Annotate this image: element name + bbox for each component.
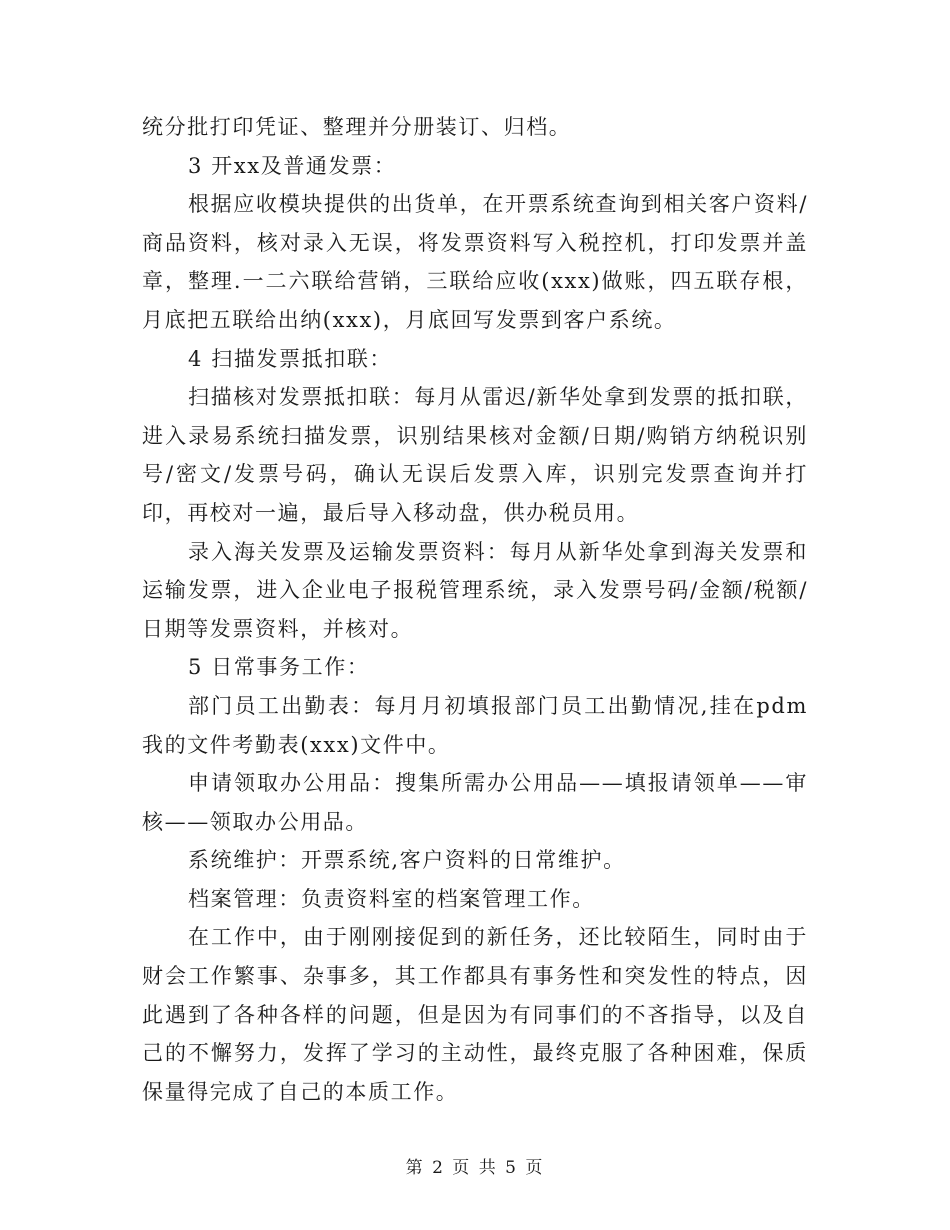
- paragraph-attendance: 部门员工出勤表：每月月初填报部门员工出勤情况,挂在pdm我的文件考勤表(xxx)文件中。: [142, 693, 808, 757]
- section-heading-4: 4 扫描发票抵扣联：: [188, 346, 393, 371]
- paragraph-supplies: 申请领取办公用品：搜集所需办公用品——填报请领单——审核——领取办公用品。: [142, 771, 808, 834]
- paragraph-archive: 档案管理：负责资料室的档案管理工作。: [188, 886, 595, 911]
- paragraph-maintenance: 系统维护：开票系统,客户资料的日常维护。: [188, 848, 626, 873]
- paragraph-invoice: 根据应收模块提供的出货单，在开票系统查询到相关客户资料/商品资料，核对录入无误，将发票资料写入税控机，打印发票并盖章，整理.一二六联给营销，三联给应收(xxx)做账，四五联存根，月底把五联给出纳(xxx)，月底回写发票到客户系统。: [142, 192, 808, 332]
- page-number-footer: 第 2 页 共 5 页: [405, 1158, 545, 1178]
- paragraph-scan: 扫描核对发票抵扣联：每月从雷迟/新华处拿到发票的抵扣联，进入录易系统扫描发票，识别结果核对金额/日期/购销方纳税识别号/密文/发票号码，确认无误后发票入库，识别完发票查询并打印，再校对一遍，最后导入移动盘，供办税员用。: [142, 385, 808, 525]
- paragraph-customs: 录入海关发票及运输发票资料：每月从新华处拿到海关发票和运输发票，进入企业电子报税管理系统，录入发票号码/金额/税额/日期等发票资料，并核对。: [142, 539, 808, 641]
- paragraph-summary: 在工作中，由于刚刚接促到的新任务，还比较陌生，同时由于财会工作繁事、杂事多，其工作都具有事务性和突发性的特点，因此遇到了各种各样的问题，但是因为有同事们的不吝指导，以及自己的不懈努力，发挥了学习的主动性，最终克服了各种困难，保质保量得完成了自己的本质工作。: [142, 925, 808, 1104]
- paragraph-1: 统分批打印凭证、整理并分册装订、归档。: [142, 115, 572, 139]
- document-body: [142, 108, 808, 1111]
- section-heading-5: 5 日常事务工作：: [188, 655, 370, 680]
- section-heading-3: 3 开xx及普通发票：: [188, 153, 397, 178]
